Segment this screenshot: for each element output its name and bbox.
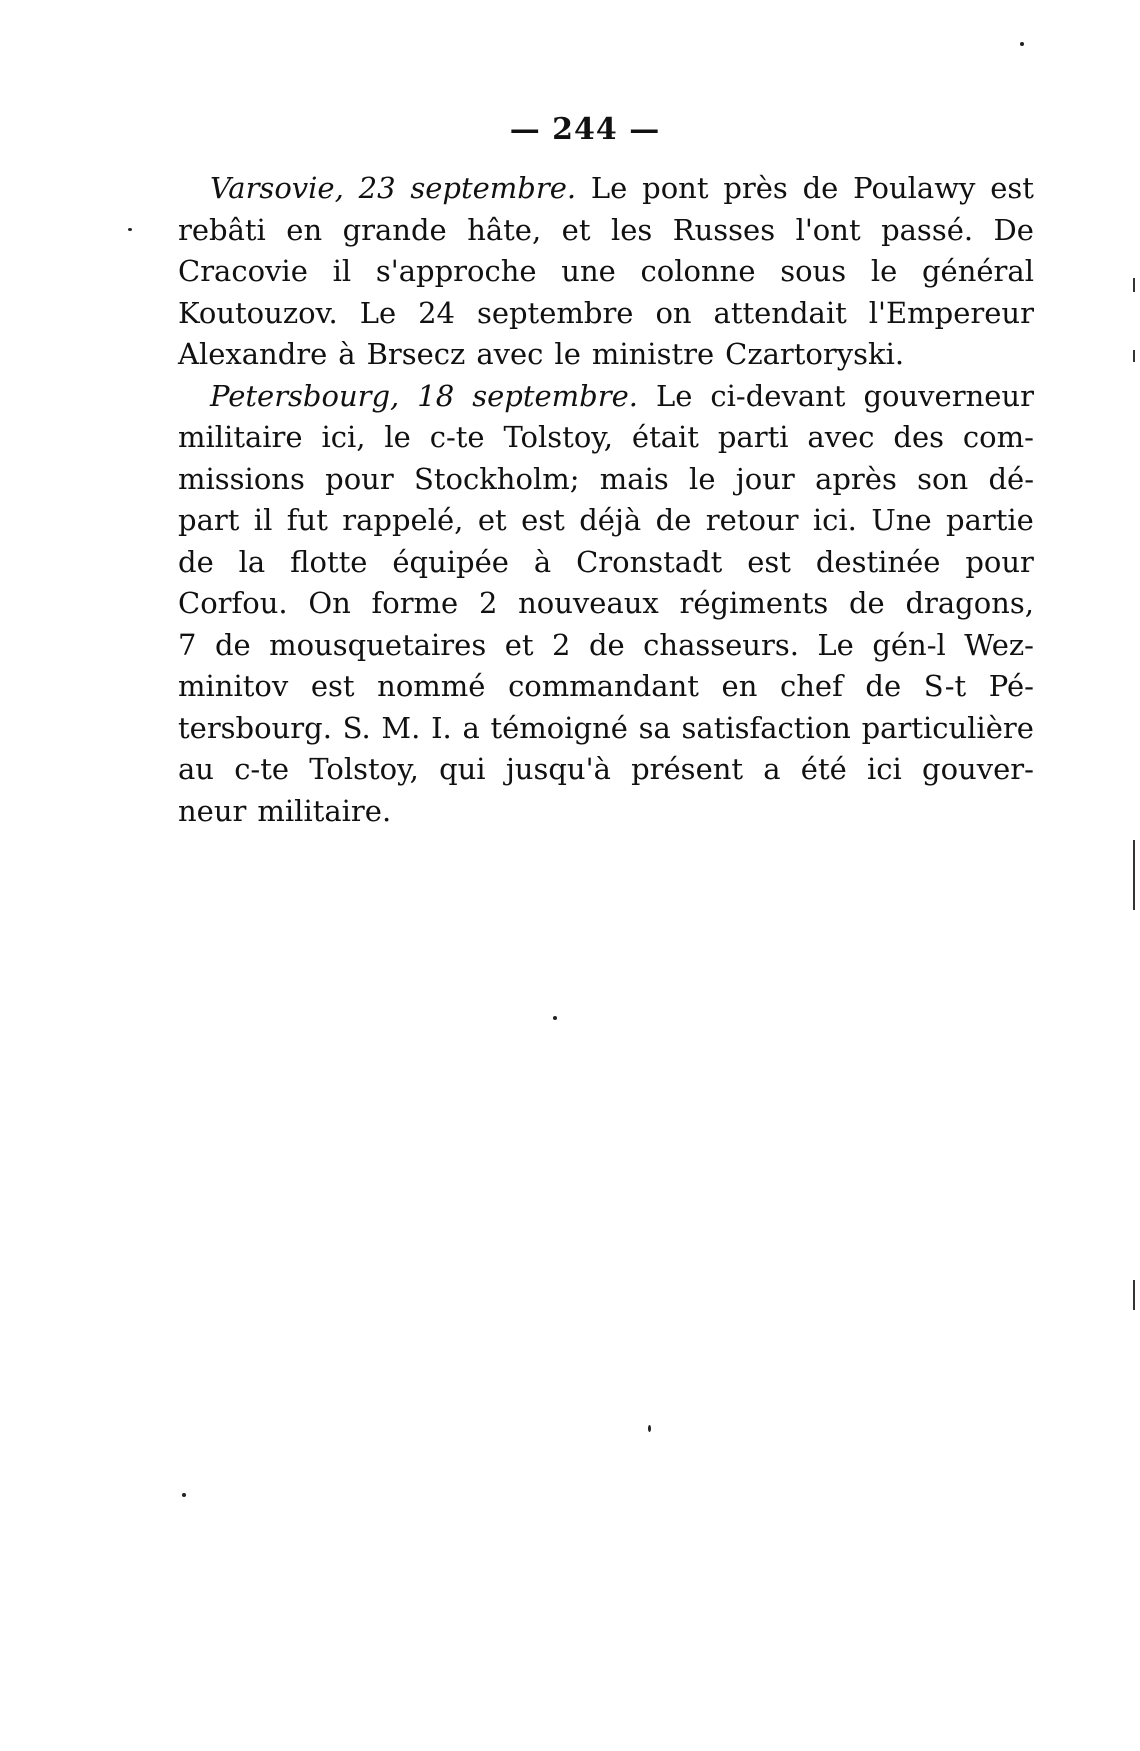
text-line <box>178 666 1034 708</box>
word: le <box>384 420 411 454</box>
word: 7 <box>178 627 197 662</box>
word: I. <box>431 710 452 745</box>
scan-speck <box>1020 42 1024 46</box>
word: sa <box>638 710 671 745</box>
word: hâte, <box>467 212 542 247</box>
word: Stockholm; <box>414 461 580 496</box>
word: l'Empereur <box>868 295 1034 330</box>
word: on <box>655 295 692 330</box>
page-number: — 244 — <box>509 112 661 147</box>
word: déjà <box>579 503 642 537</box>
text-line <box>178 500 1034 542</box>
word: septembre <box>476 295 634 330</box>
dateline-word: Petersbourg, <box>210 378 400 413</box>
word: Tolstoy, <box>503 420 614 454</box>
word: gouver- <box>922 752 1034 786</box>
scan-edge-mark <box>1133 278 1135 292</box>
word: militaire. <box>257 793 392 828</box>
word: Koutouzov. <box>178 295 338 330</box>
word: sous <box>780 254 847 288</box>
word: dé- <box>988 461 1034 496</box>
word: à <box>338 337 356 371</box>
word: neur <box>178 793 247 828</box>
word: parti <box>717 420 789 454</box>
word: Czartoryski. <box>725 337 905 371</box>
word: Poulawy <box>853 171 976 205</box>
word: il <box>253 503 273 537</box>
word: gén-l <box>872 627 946 662</box>
word: ici, <box>321 420 366 454</box>
dateline-word: Varsovie, <box>210 171 344 205</box>
word: est <box>310 669 355 703</box>
word: s'approche <box>375 254 537 288</box>
word: destinée <box>815 544 941 579</box>
word: et <box>504 627 534 662</box>
word: en <box>721 669 758 703</box>
word: en <box>286 212 323 247</box>
word: avec <box>476 337 544 371</box>
word: témoigné <box>490 710 628 745</box>
word: de <box>655 503 692 537</box>
word: satisfaction <box>681 710 851 745</box>
dateline-word: 23 <box>358 171 396 205</box>
word: avec <box>807 420 875 454</box>
scan-edge-mark <box>1133 1280 1135 1310</box>
word: le <box>689 461 716 496</box>
word: de <box>588 627 625 662</box>
word: rebâti <box>178 212 266 247</box>
body-text <box>178 168 1034 832</box>
word: et <box>561 212 591 247</box>
word: S. <box>342 710 371 745</box>
text-line <box>178 210 1034 252</box>
word: c-te <box>234 752 290 786</box>
dateline-word: septembre. <box>410 171 577 205</box>
word: flotte <box>290 544 368 579</box>
word: minitov <box>178 669 289 703</box>
word: S-t <box>923 669 967 703</box>
word: ci-devant <box>710 378 846 413</box>
word: forme <box>371 586 459 620</box>
word: l'ont <box>795 212 861 247</box>
word: retour <box>705 503 799 537</box>
word: ici <box>867 752 902 786</box>
word: grande <box>342 212 447 247</box>
word: commandant <box>508 669 699 703</box>
word: Le <box>817 627 854 662</box>
word: militaire <box>178 420 303 454</box>
word: de <box>214 627 251 662</box>
word: chasseurs. <box>643 627 799 662</box>
word: missions <box>178 461 305 496</box>
word: Corfou. <box>178 586 288 620</box>
word: mais <box>599 461 669 496</box>
word: M. <box>381 710 421 745</box>
word: Pé- <box>988 669 1034 703</box>
word: jour <box>735 461 795 496</box>
word: de <box>802 171 839 205</box>
word: est <box>990 171 1034 205</box>
word: le <box>554 337 581 371</box>
text-line <box>178 749 1034 791</box>
word: après <box>815 461 897 496</box>
text-line <box>178 542 1034 584</box>
word: a <box>462 710 480 745</box>
word: il <box>332 254 352 288</box>
word: les <box>610 212 653 247</box>
word: fut <box>286 503 328 537</box>
word: ici. <box>812 503 857 537</box>
word: équipée <box>392 544 509 579</box>
word: particulière <box>861 710 1034 745</box>
text-line <box>178 459 1034 501</box>
text-line <box>178 583 1034 625</box>
word: Russes <box>672 212 776 247</box>
text-line <box>178 708 1034 750</box>
word: 24 <box>418 295 455 330</box>
dateline-word: 18 <box>417 378 455 413</box>
word: partie <box>946 503 1034 537</box>
word: et <box>477 503 507 537</box>
word: a <box>763 752 781 786</box>
word: On <box>308 586 351 620</box>
word: à <box>533 544 552 579</box>
word: une <box>561 254 616 288</box>
word: pont <box>642 171 709 205</box>
word: Le <box>590 171 628 205</box>
word: Alexandre <box>178 337 328 371</box>
word: été <box>800 752 847 786</box>
word: pour <box>965 544 1034 579</box>
word: son <box>917 461 969 496</box>
word: rappelé, <box>342 503 464 537</box>
word: passé. <box>881 212 974 247</box>
text-line <box>178 625 1034 667</box>
word: mousquetaires <box>269 627 487 662</box>
word: attendait <box>713 295 847 330</box>
word: 2 <box>552 627 571 662</box>
word: Brsecz <box>366 337 466 371</box>
text-line <box>178 168 1034 210</box>
text-line <box>178 791 1034 833</box>
word: Le <box>359 295 397 330</box>
word: Le <box>655 378 693 413</box>
word: présent <box>631 752 744 786</box>
word: général <box>921 254 1034 288</box>
word: le <box>870 254 898 288</box>
scan-edge-mark <box>1133 840 1135 910</box>
word: Cronstadt <box>576 544 723 579</box>
word: part <box>178 503 240 537</box>
word: est <box>521 503 565 537</box>
word: ministre <box>591 337 715 371</box>
word: chef <box>779 669 843 703</box>
word: était <box>631 420 699 454</box>
word: de <box>848 586 885 620</box>
word: des <box>893 420 944 454</box>
word: colonne <box>640 254 756 288</box>
word: com- <box>962 420 1034 454</box>
word: dragons, <box>905 586 1034 620</box>
word: Tolstoy, <box>309 752 419 786</box>
word: de <box>178 544 214 579</box>
word: régiments <box>679 586 829 620</box>
word: c-te <box>429 420 485 454</box>
word: De <box>993 212 1034 247</box>
word: de <box>865 669 902 703</box>
scan-edge-mark <box>1133 350 1135 362</box>
word: Une <box>871 503 932 537</box>
word: Wez- <box>964 627 1034 662</box>
text-line <box>178 334 1034 376</box>
text-line <box>178 293 1034 335</box>
word: la <box>238 544 266 579</box>
word: au <box>178 752 214 786</box>
word: nouveaux <box>518 586 659 620</box>
word: près <box>723 171 788 205</box>
word: jusqu'à <box>505 752 611 786</box>
word: pour <box>325 461 394 496</box>
word: qui <box>439 752 486 786</box>
scan-speck <box>648 1425 651 1432</box>
word: 2 <box>478 586 498 620</box>
scan-speck <box>182 1493 186 1497</box>
word: gouverneur <box>863 378 1034 413</box>
text-line <box>178 417 1034 459</box>
dateline-word: septembre. <box>472 378 638 413</box>
scan-speck <box>128 228 132 231</box>
text-line <box>178 251 1034 293</box>
scan-speck <box>553 1016 557 1020</box>
word: est <box>747 544 791 579</box>
word: tersbourg. <box>178 710 332 745</box>
word: Cracovie <box>178 254 308 288</box>
text-line <box>178 376 1034 418</box>
word: nommé <box>377 669 486 703</box>
